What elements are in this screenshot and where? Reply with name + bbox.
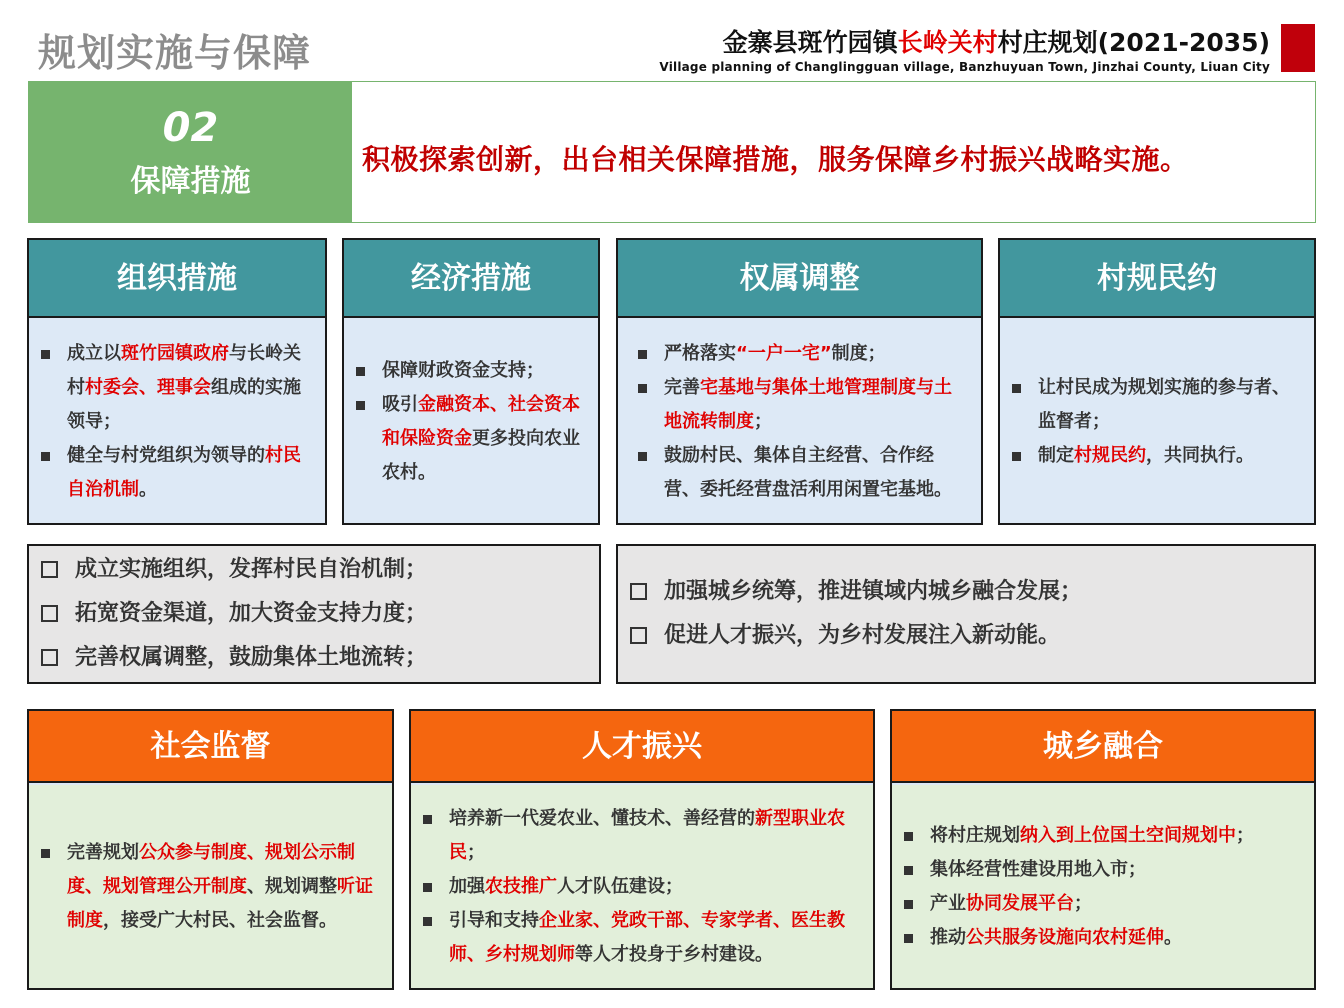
plan-title-post: 村庄规划(2021-2035) <box>997 28 1270 57</box>
page-title: 规划实施与保障 <box>38 31 312 75</box>
card-body <box>29 320 325 523</box>
section-label: 保障措施 <box>130 164 251 199</box>
card-body <box>411 785 873 988</box>
plan-title <box>659 28 1270 58</box>
section-number: 02 <box>162 105 219 151</box>
card-economy <box>342 238 600 525</box>
summary-item: 促进人才振兴，为乡村发展注入新动能。 <box>618 614 1314 658</box>
brand-red-block <box>1281 24 1315 72</box>
summary-item: 拓宽资金渠道，加大资金支持力度； <box>29 592 599 636</box>
checkbox-icon <box>630 583 647 600</box>
checkbox-icon <box>41 649 58 666</box>
card-social-supervision <box>27 709 394 990</box>
list-item: 让村民成为规划实施的参与者、监督者； <box>1038 371 1302 439</box>
section-statement: 积极探索创新，出台相关保障措施，服务保障乡村振兴战略实施。 <box>362 143 1189 176</box>
list-item: 产业协同发展平台； <box>930 887 1302 921</box>
summary-item: 成立实施组织，发挥村民自治机制； <box>29 548 599 592</box>
summary-left <box>27 544 601 684</box>
card-body <box>1000 320 1314 523</box>
card-title: 村规民约 <box>1000 240 1314 318</box>
list-item: 培养新一代爱农业、懂技术、善经营的新型职业农民； <box>449 802 861 870</box>
list-item: 将村庄规划纳入到上位国土空间规划中； <box>930 819 1302 853</box>
card-organization <box>27 238 327 525</box>
list-item: 集体经营性建设用地入市； <box>930 853 1302 887</box>
list-item: 吸引金融资本、社会资本和保险资金更多投向农业农村。 <box>382 388 586 490</box>
card-title: 经济措施 <box>344 240 598 318</box>
plan-title-en: Village planning of Changlingguan village, Banzhuyuan Town, Jinzhai County, Liuan City <box>659 60 1270 74</box>
summary-item: 加强城乡统筹，推进镇域内城乡融合发展； <box>618 570 1314 614</box>
card-title: 社会监督 <box>29 711 392 783</box>
list-item: 制定村规民约，共同执行。 <box>1038 439 1302 473</box>
list-item: 成立以斑竹园镇政府与长岭关村村委会、理事会组成的实施领导； <box>67 337 313 439</box>
section-badge <box>29 82 352 222</box>
plan-title-village: 长岭关村 <box>897 28 998 57</box>
plan-header <box>659 28 1270 74</box>
card-title: 权属调整 <box>618 240 981 318</box>
card-title: 城乡融合 <box>892 711 1314 783</box>
checkbox-icon <box>41 561 58 578</box>
card-body <box>344 320 598 523</box>
list-item: 鼓励村民、集体自主经营、合作经营、委托经营盘活利用闲置宅基地。 <box>664 439 969 507</box>
card-body <box>618 320 981 523</box>
checkbox-icon <box>41 605 58 622</box>
card-title: 组织措施 <box>29 240 325 318</box>
summary-right <box>616 544 1316 684</box>
summary-item: 完善权属调整，鼓励集体土地流转； <box>29 636 599 680</box>
list-item: 推动公共服务设施向农村延伸。 <box>930 921 1302 955</box>
card-property <box>616 238 983 525</box>
plan-title-pre: 金寨县斑竹园镇 <box>722 28 898 57</box>
list-item: 健全与村党组织为领导的村民自治机制。 <box>67 439 313 507</box>
card-village-rules <box>998 238 1316 525</box>
card-title: 人才振兴 <box>411 711 873 783</box>
list-item: 加强农技推广人才队伍建设； <box>449 870 861 904</box>
list-item: 保障财政资金支持； <box>382 354 586 388</box>
card-talent <box>409 709 875 990</box>
card-body <box>892 785 1314 988</box>
card-urban-rural <box>890 709 1316 990</box>
card-body <box>29 785 392 988</box>
list-item: 引导和支持企业家、党政干部、专家学者、医生教师、乡村规划师等人才投身于乡村建设。 <box>449 904 861 972</box>
section-banner <box>28 81 1316 223</box>
list-item: 完善宅基地与集体土地管理制度与土地流转制度； <box>664 371 969 439</box>
list-item: 完善规划公众参与制度、规划公示制度、规划管理公开制度、规划调整听证制度，接受广大村民、社会监督。 <box>67 836 380 938</box>
checkbox-icon <box>630 627 647 644</box>
list-item: 严格落实“一户一宅”制度； <box>664 337 969 371</box>
